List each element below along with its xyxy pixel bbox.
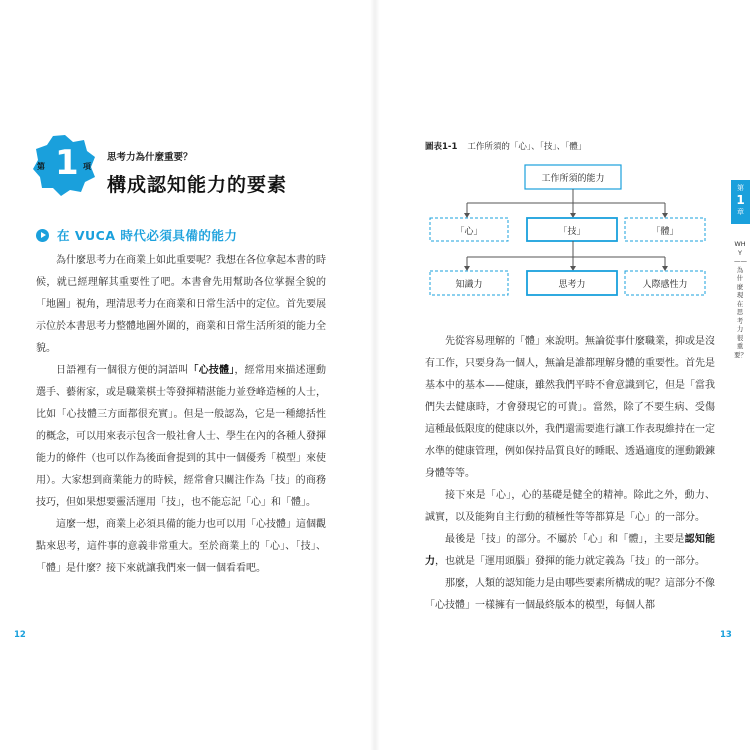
text-run: 那麼，人類的認知能力是由哪些要素所構成的呢？這部分不像「心技體」一樣擁有一個最終版本的模型，每個人都	[425, 578, 715, 611]
emphasis-text: 認知能力	[425, 534, 716, 567]
page-title: 構成認知能力的要素	[107, 174, 288, 196]
diagram-node-knowledge: 知識力	[455, 280, 483, 290]
diagram-node-interpersonal: 人際感性力	[642, 280, 688, 290]
text-run: ，經常用來描述運動選手、藝術家，或是職業棋士等發揮精湛能力並登峰造極的人士，比如「心技體三方面都很充實」。但是一般認為，它是一種總括性的概念，可以用來表示包含一般社會人士、學生在內的各種人發揮能力的條件（也可以作為後面會提到的其中一個優秀「模型」來使用）。大家想到商業能力的時候，經常會只關注作為「技」的商務技巧，但如果想要靈活運用「技」，也不能忘記「心」和「體」。	[36, 365, 327, 508]
diagram-node-heart: 「心」	[455, 227, 483, 237]
figure-diagram	[425, 150, 715, 310]
page-number-left: 12	[14, 630, 26, 640]
play-circle-icon	[36, 229, 49, 242]
chapter-edge-tab	[731, 180, 750, 224]
diagram-node-skill: 「技」	[558, 227, 586, 237]
edge-tab-suffix: 章	[737, 208, 744, 216]
left-body-text	[36, 250, 326, 580]
right-body-text	[425, 331, 715, 617]
section-heading	[36, 226, 237, 244]
figure-label: 圖表1-1	[425, 142, 458, 152]
page-number-right: 13	[720, 630, 732, 640]
diagram-root-node: 工作所須的能力	[541, 174, 605, 184]
text-run: ，也就是「運用頭腦」發揮的能力就定義為「技」的一部分。	[435, 556, 705, 567]
chapter-number: 1	[55, 143, 79, 183]
paragraph	[425, 331, 715, 485]
text-run: 為什麼思考力在商業上如此重要呢？我想在各位拿起本書的時候，就已經理解其重要性了吧。本書會先用幫助各位掌握全貌的「地圖」視角，理清思考力在商業和日常生活中的定位。首先要展示位於本書思考力整體地圖外圍的，商業和日常生活所須的能力全貌。	[36, 255, 326, 354]
text-run: 這麼一想，商業上必須具備的能力也可以用「心技體」這個觀點來思考，這件事的意義非常重大。至於商業上的「心」、「技」、「體」是什麼？接下來就讓我們來一個一個看看吧。	[36, 519, 326, 574]
section-heading-text: 在 VUCA 時代必須具備的能力	[57, 228, 238, 243]
chapter-kicker: 思考力為什麼重要？	[107, 152, 193, 163]
diagram-node-body: 「體」	[651, 227, 679, 237]
chapter-suffix: 項	[83, 162, 91, 171]
edge-side-text: WHY——為什麼現在思考力很重要？	[734, 240, 747, 359]
edge-tab-number: 1	[736, 193, 745, 207]
paragraph	[425, 529, 715, 573]
text-run: 接下來是「心」，心的基礎是健全的精神。除此之外，動力、誠實，以及能夠自主行動的積極性等等都算是「心」的一部分。	[425, 490, 715, 523]
emphasis-text: 「心技體」	[188, 365, 235, 376]
text-run: 最後是「技」的部分。不屬於「心」和「體」，主要是	[445, 534, 685, 545]
paragraph	[36, 250, 326, 360]
text-run: 先從容易理解的「體」來說明。無論從事什麼職業，抑或是沒有工作，只要身為一個人，無論是誰都理解身體的重要性。首先是基本中的基本——健康，雖然我們平時不會意識到它，但是「當我們失去健康時，才會發現它的可貴」。當然，除了不要生病、受傷這種最低限度的健康以外，我們還需要進行讓工作表現維持在一定水準的健康管理，例如保持品質良好的睡眠、透過適度的運動鍛鍊身體等等。	[425, 336, 715, 479]
figure-title: 工作所須的「心」、「技」、「體」	[467, 142, 587, 152]
paragraph	[425, 485, 715, 529]
text-run: 日語裡有一個很方便的詞語叫	[56, 365, 189, 376]
chapter-prefix: 第	[37, 162, 45, 171]
paragraph	[36, 360, 326, 514]
chapter-badge	[33, 133, 97, 197]
paragraph	[36, 514, 326, 580]
paragraph	[425, 573, 715, 617]
diagram-node-thinking: 思考力	[558, 280, 586, 290]
edge-tab-prefix: 第	[737, 184, 744, 192]
